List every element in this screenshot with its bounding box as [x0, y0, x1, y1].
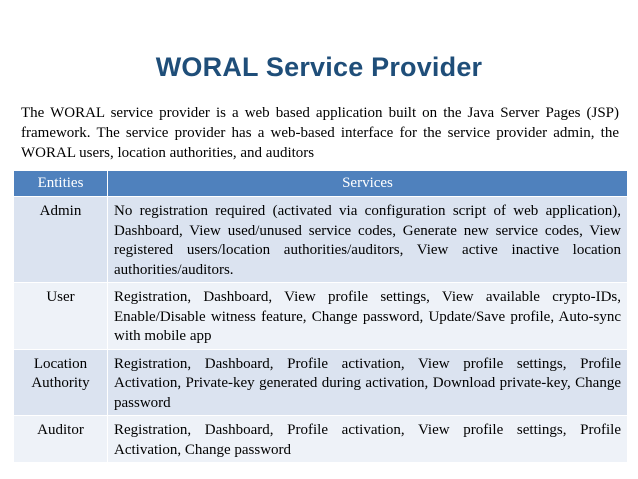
intro-paragraph: The WORAL service provider is a web based application built on the Java Server Pages (JSP) framework. The service provider has a web-based interface for the service provider admin, the WORAL users, location authorities, and auditors	[21, 105, 619, 161]
table-row-auditor	[14, 416, 628, 463]
services-cell: Registration, Dashboard, View profile settings, View available crypto-IDs, Enable/Disable witness feature, Change password, Update/Save profile, Auto-sync with mobile app	[108, 283, 628, 350]
slide-title: WORAL Service Provider	[155, 52, 483, 82]
entity-cell: Auditor	[14, 416, 108, 463]
header-entities: Entities	[14, 171, 108, 197]
header-services: Services	[108, 171, 628, 197]
entity-cell: User	[14, 283, 108, 350]
table-header-row	[14, 171, 628, 197]
services-cell: Registration, Dashboard, Profile activation, View profile settings, Profile Activation, Change password	[108, 416, 628, 463]
table-row-location-authority	[14, 349, 628, 416]
services-cell: Registration, Dashboard, Profile activation, View profile settings, Profile Activation, Private-key generated during activation, Download private-key, Change password	[108, 349, 628, 416]
entity-cell: Location Authority	[14, 349, 108, 416]
services-table	[13, 170, 628, 463]
table-row-admin	[14, 197, 628, 283]
table-row-user	[14, 283, 628, 350]
entity-cell: Admin	[14, 197, 108, 283]
services-cell: No registration required (activated via configuration script of web application), Dashboard, View used/unused service codes, Generate new service codes, View registered users/location authorities/auditors, View active inactive location authorities/auditors.	[108, 197, 628, 283]
